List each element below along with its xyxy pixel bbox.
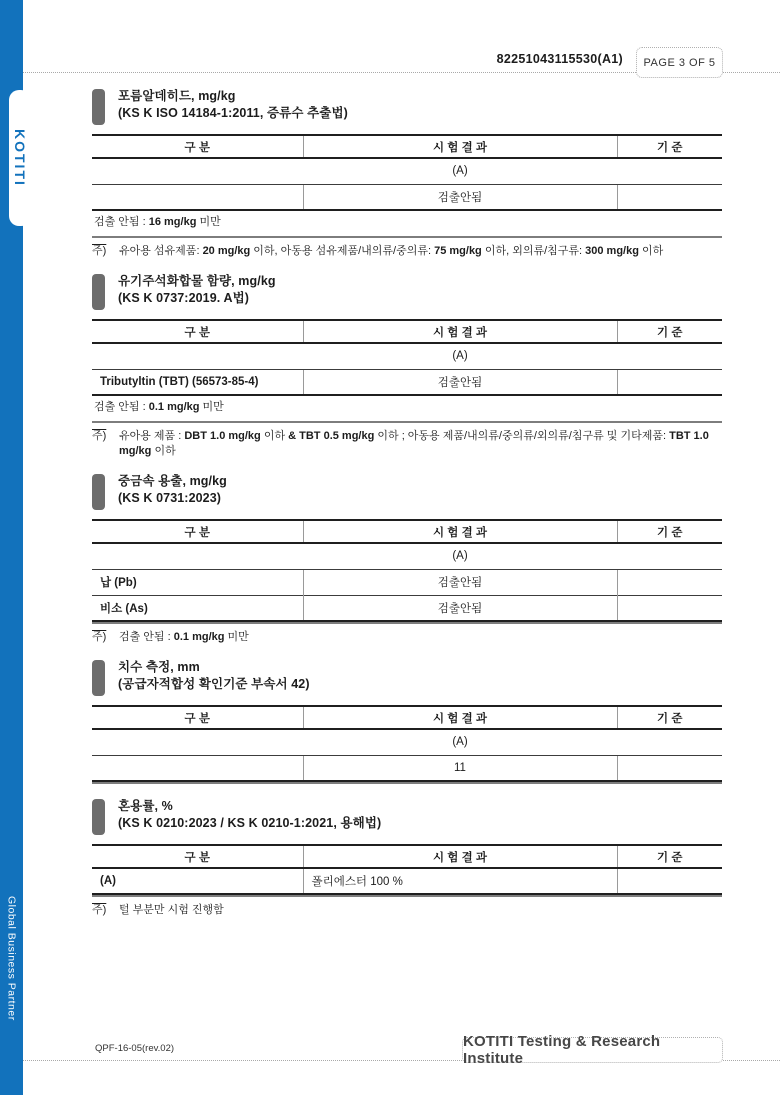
sample-id-row <box>92 343 722 369</box>
sample-id-cell: (A) <box>92 343 722 369</box>
result-row <box>92 755 722 781</box>
section-divider <box>92 782 722 784</box>
test-section <box>92 473 722 645</box>
section-divider <box>92 236 722 238</box>
result-row <box>92 595 722 621</box>
section-title: 중금속 용출, mg/kg <box>118 474 227 488</box>
col-header-category: 구 분 <box>92 706 303 729</box>
report-body <box>92 88 722 932</box>
result-cell: 검출안됨 <box>303 569 617 595</box>
standard-cell <box>617 369 722 395</box>
kotiti-logo-tab <box>9 90 31 226</box>
col-header-result: 시 험 결 과 <box>303 520 617 543</box>
col-header-standard: 기 준 <box>617 135 722 158</box>
test-section <box>92 273 722 459</box>
section-title-block <box>118 798 381 835</box>
category-cell: 납 (Pb) <box>100 577 137 589</box>
note-text: 유아용 제품 : DBT 1.0 mg/kg 이하 & TBT 0.5 mg/kg 이하 ; 아동용 제품/내의류/중의류/외의류/침구류 및 기타제품: TBT 1.0 mg/kg 이하 <box>119 430 709 457</box>
report-number: 82251043115530(A1) <box>496 52 623 66</box>
note-prefix: 주) <box>92 430 107 442</box>
section-marker-icon <box>92 274 105 310</box>
result-cell: 폴리에스터 100 % <box>303 868 617 894</box>
form-number: QPF-16-05(rev.02) <box>95 1043 175 1054</box>
note-text: 털 부분만 시험 진행함 <box>119 904 224 916</box>
test-section <box>92 798 722 918</box>
section-title-block <box>118 88 348 125</box>
col-header-result: 시 험 결 과 <box>303 845 617 868</box>
standard-cell <box>617 184 722 210</box>
col-header-standard: 기 준 <box>617 706 722 729</box>
section-header <box>92 88 722 125</box>
result-cell: 11 <box>303 755 617 781</box>
table-footer-note: 검출 안됨 : 0.1 mg/kg 미만 <box>94 401 224 413</box>
page-indicator-box <box>636 47 723 78</box>
note-prefix: 주) <box>92 631 107 643</box>
col-header-result: 시 험 결 과 <box>303 135 617 158</box>
section-divider <box>92 421 722 423</box>
standard-cell <box>617 595 722 621</box>
sample-id-row <box>92 729 722 755</box>
section-subtitle: (공급자적합성 확인기준 부속서 42) <box>118 677 310 691</box>
table-header-row <box>92 520 722 543</box>
note-text: 검출 안됨 : 0.1 mg/kg 미만 <box>119 631 249 643</box>
category-cell: (A) <box>100 875 116 887</box>
sample-id-row <box>92 543 722 569</box>
standard-cell <box>617 868 722 894</box>
test-section <box>92 88 722 259</box>
table-header-row <box>92 706 722 729</box>
col-header-result: 시 험 결 과 <box>303 320 617 343</box>
section-header <box>92 659 722 696</box>
note-prefix: 주) <box>92 245 107 257</box>
table-header-row <box>92 845 722 868</box>
standard-cell <box>617 755 722 781</box>
section-subtitle: (KS K ISO 14184-1:2011, 증류수 추출법) <box>118 106 348 120</box>
sample-id-cell: (A) <box>92 158 722 184</box>
section-subtitle: (KS K 0737:2019. A법) <box>118 291 250 305</box>
section-marker-icon <box>92 799 105 835</box>
note-text: 유아용 섬유제품: 20 mg/kg 이하, 아동용 섬유제품/내의류/중의류: 75 mg/kg 이하, 외의류/침구류: 300 mg/kg 이하 <box>119 245 664 257</box>
col-header-standard: 기 준 <box>617 320 722 343</box>
section-header <box>92 473 722 510</box>
sample-id-cell: (A) <box>92 729 722 755</box>
results-table <box>92 844 722 895</box>
table-header-row <box>92 135 722 158</box>
institute-name: KOTITI Testing & Research Institute <box>463 1033 661 1067</box>
col-header-category: 구 분 <box>92 845 303 868</box>
section-divider <box>92 622 722 624</box>
section-note <box>92 903 722 918</box>
section-title: 유기주석화합물 함량, mg/kg <box>118 274 276 288</box>
result-row <box>92 369 722 395</box>
sidebar-tagline: Global Business Partner <box>5 895 18 1021</box>
category-cell: Tributyltin (TBT) (56573-85-4) <box>100 375 259 388</box>
col-header-standard: 기 준 <box>617 845 722 868</box>
section-header <box>92 798 722 835</box>
category-cell: 비소 (As) <box>92 595 303 621</box>
col-header-category: 구 분 <box>92 135 303 158</box>
section-title-block <box>118 659 310 696</box>
result-cell: 검출안됨 <box>303 184 617 210</box>
results-table <box>92 519 722 622</box>
section-subtitle: (KS K 0210:2023 / KS K 0210-1:2021, 용해법) <box>118 816 382 830</box>
section-title: 포름알데히드, mg/kg <box>118 89 236 103</box>
standard-cell <box>617 569 722 595</box>
col-header-category: 구 분 <box>92 320 303 343</box>
section-title: 치수 측정, mm <box>118 660 200 674</box>
section-marker-icon <box>92 474 105 510</box>
section-title-block <box>118 273 276 310</box>
results-table <box>92 705 722 782</box>
note-prefix: 주) <box>92 904 107 916</box>
section-note <box>92 244 722 259</box>
test-section <box>92 659 722 784</box>
category-cell <box>92 184 303 210</box>
table-header-row <box>92 320 722 343</box>
results-table <box>92 134 722 211</box>
col-header-standard: 기 준 <box>617 520 722 543</box>
category-cell <box>92 755 303 781</box>
col-header-category: 구 분 <box>92 520 303 543</box>
section-marker-icon <box>92 660 105 696</box>
sample-id-cell: (A) <box>92 543 722 569</box>
section-divider <box>92 895 722 897</box>
sample-id-row <box>92 158 722 184</box>
section-header <box>92 273 722 310</box>
institute-name-box <box>462 1033 723 1067</box>
col-header-result: 시 험 결 과 <box>303 706 617 729</box>
section-note <box>92 630 722 645</box>
section-marker-icon <box>92 89 105 125</box>
result-row <box>92 184 722 210</box>
page-indicator-label: PAGE 3 OF 5 <box>643 56 716 69</box>
section-title-block <box>118 473 227 510</box>
section-title: 혼용률, % <box>118 799 173 813</box>
result-row <box>92 868 722 894</box>
result-cell: 검출안됨 <box>303 595 617 621</box>
section-subtitle: (KS K 0731:2023) <box>118 491 222 505</box>
section-note <box>92 429 722 459</box>
result-cell: 검출안됨 <box>303 369 617 395</box>
results-table <box>92 319 722 396</box>
table-footer-note: 검출 안됨 : 16 mg/kg 미만 <box>94 216 221 228</box>
kotiti-logo: KOTITI <box>12 129 28 187</box>
result-row <box>92 569 722 595</box>
